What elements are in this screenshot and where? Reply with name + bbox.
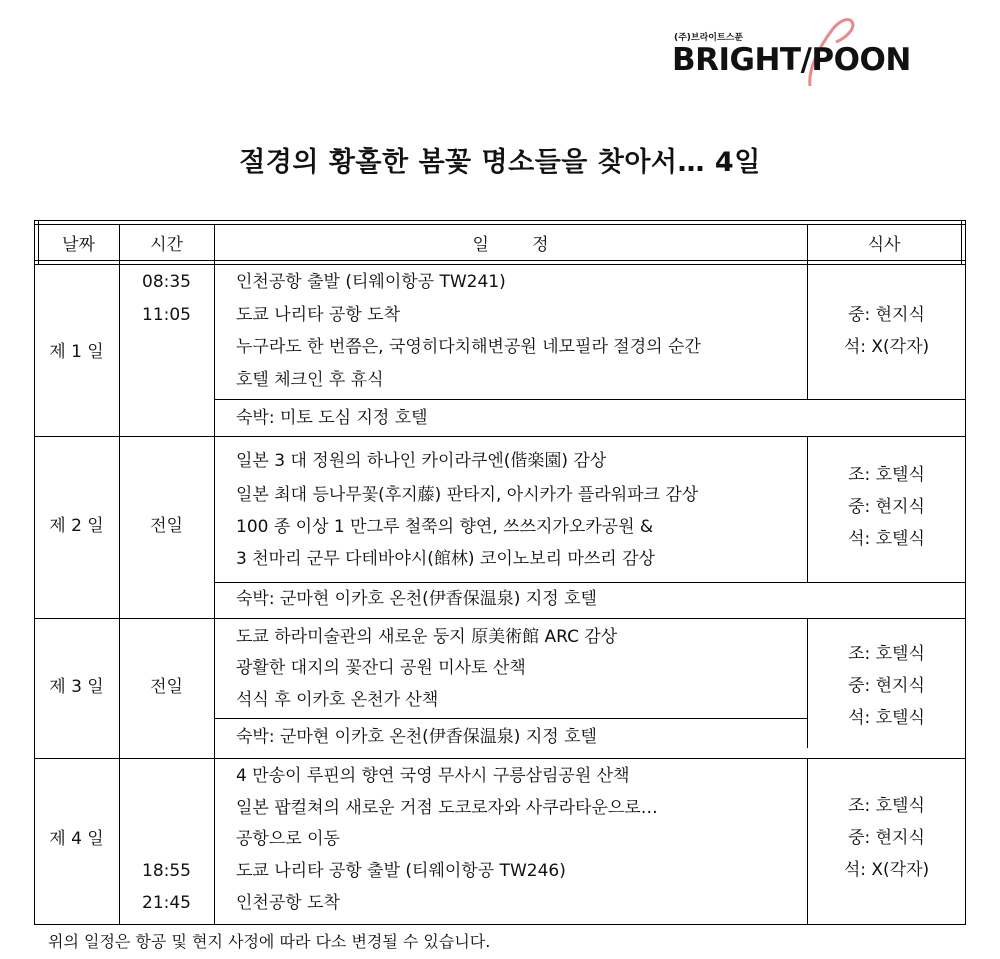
meal-item: 조: 호텔식 [848, 796, 925, 816]
meal-item: 석: 호텔식 [848, 529, 925, 549]
schedule-item: 석식 후 이카호 온천가 산책 [236, 690, 439, 710]
time-value: 18:55 [142, 861, 191, 881]
schedule-item: 도쿄 하라미술관의 새로운 둥지 原美術館 ARC 감상 [236, 627, 618, 647]
company-logo [660, 8, 930, 90]
day-label: 제 4 일 [49, 829, 104, 849]
logo-brand: BRIGHT/POON [672, 42, 911, 78]
schedule-item: 도쿄 나리타 공항 도착 [236, 305, 401, 325]
time-value: 08:35 [142, 272, 191, 292]
schedule-item: 인천공항 출발 (티웨이항공 TW241) [236, 272, 506, 292]
schedule-item: 일본 팝컬쳐의 새로운 거점 도코로자와 사쿠라타운으로… [236, 798, 658, 818]
meal-item: 석: 호텔식 [848, 708, 925, 728]
meal-item: 석: X(각자) [843, 860, 930, 880]
meal-item: 중: 현지식 [848, 828, 925, 848]
lodging: 숙박: 군마현 이카호 온천(伊香保温泉) 지정 호텔 [236, 589, 597, 609]
header-time: 시간 [150, 235, 183, 255]
meal-item: 석: X(각자) [843, 337, 930, 357]
schedule-item: 4 만송이 루핀의 향연 국영 무사시 구릉삼림공원 산책 [236, 766, 630, 786]
lodging: 숙박: 미토 도심 지정 호텔 [236, 408, 428, 428]
schedule-item: 도쿄 나리타 공항 출발 (티웨이항공 TW246) [236, 861, 566, 881]
schedule-item: 공항으로 이동 [236, 829, 340, 849]
lodging: 숙박: 군마현 이카호 온천(伊香保温泉) 지정 호텔 [236, 727, 597, 747]
time-value: 11:05 [142, 305, 191, 325]
schedule-item: 일본 3 대 정원의 하나인 카이라쿠엔(偕楽園) 감상 [236, 451, 607, 471]
schedule-table [34, 220, 966, 925]
meal-item: 조: 호텔식 [848, 644, 925, 664]
schedule-item: 일본 최대 등나무꽃(후지藤) 판타지, 아시카가 플라워파크 감상 [236, 485, 699, 505]
time-value: 21:45 [142, 893, 191, 913]
day-label: 제 1 일 [49, 342, 104, 362]
page-title: 절경의 황홀한 봄꽃 명소들을 찾아서… 4일 [239, 147, 761, 178]
meal-item: 중: 현지식 [848, 497, 925, 517]
time-value: 전일 [150, 516, 183, 536]
meal-item: 중: 현지식 [848, 676, 925, 696]
schedule-item: 광활한 대지의 꽃잔디 공원 미사토 산책 [236, 658, 526, 678]
schedule-item: 100 종 이상 1 만그루 철쭉의 향연, 쓰쓰지가오카공원 & [236, 517, 654, 537]
meal-item: 중: 현지식 [848, 305, 925, 325]
time-value: 전일 [150, 677, 183, 697]
header-date: 날짜 [62, 235, 95, 255]
meal-item: 조: 호텔식 [848, 465, 925, 485]
schedule-item: 3 천마리 군무 다테바야시(館林) 코이노보리 마쓰리 감상 [236, 549, 655, 569]
footnote: 위의 일정은 항공 및 현지 사정에 따라 다소 변경될 수 있습니다. [48, 932, 491, 951]
day-label: 제 2 일 [49, 516, 104, 536]
schedule-item: 인천공항 도착 [236, 893, 340, 913]
schedule-item: 호텔 체크인 후 휴식 [236, 370, 384, 390]
day-label: 제 3 일 [49, 677, 104, 697]
header-schedule: 일 정 [472, 235, 549, 255]
logo-company-name: (주)브라이트스푼 [674, 33, 744, 43]
header-meal: 식사 [867, 235, 901, 255]
schedule-item: 누구라도 한 번쯤은, 국영히다치해변공원 네모필라 절경의 순간 [236, 337, 701, 357]
